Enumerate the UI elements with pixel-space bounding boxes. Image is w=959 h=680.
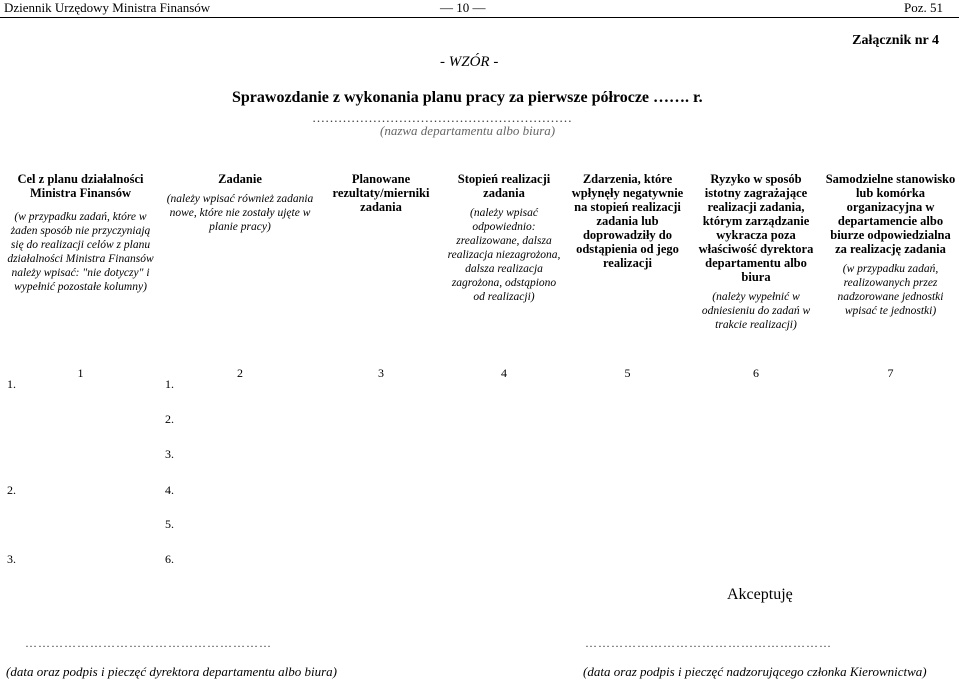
signature-line-left: ………………………………………………… (25, 636, 272, 650)
signature-line-right: ………………………………………………… (585, 636, 832, 650)
column-number: 1 (77, 366, 84, 380)
column-header: Planowane rezultaty/mierniki zadania (332, 172, 430, 214)
column-number: 2 (237, 366, 243, 380)
annex-label: Załącznik nr 4 (852, 33, 939, 48)
column-header: Stopień realizacji zadania (należy wpisać odpowiednio: zrealizowane, dalsza realizacja niezagrożona, dalsza realizacja zagrożona, odstąpiono od realizacji) (447, 172, 561, 303)
column-number: 7 (887, 366, 894, 380)
goal-number: 2. (7, 483, 16, 497)
department-note: (nazwa departamentu albo biura) (380, 123, 556, 138)
accept-label: Akceptuję (727, 586, 793, 603)
template-label: - WZÓR - (440, 54, 499, 70)
goal-number: 3. (7, 552, 16, 566)
column-header: Samodzielne stanowisko lub komórka organizacyjna w departamencie albo biurze odpowiedzialna za realizację zadania (w przypadku zadań, realizowanych przez nadzorowane jednostki wpisać te jednostki) (825, 172, 956, 317)
column-header: Ryzyko w sposób istotny zagrażające realizacji zadania, którym zarządzanie wykracza poza właściwość dyrektora departamentu albo biura (należy wypełnić w odniesieniu do zadań w trakcie realizacji) (698, 172, 814, 331)
task-number: 3. (165, 447, 174, 461)
publication-name: Dziennik Urzędowy Ministra Finansów (4, 0, 211, 15)
column-header: Zadanie (należy wpisać również zadania nowe, które nie zostały ujęte w planie pracy) (166, 172, 314, 233)
task-number: 2. (165, 412, 174, 426)
column-number: 5 (624, 366, 631, 380)
task-number: 1. (165, 377, 174, 391)
task-number: 6. (165, 552, 174, 566)
column-number: 3 (378, 366, 384, 380)
header-divider (0, 17, 959, 18)
column-number: 6 (753, 366, 759, 380)
column-number-row (0, 364, 959, 382)
table-header-row (0, 170, 959, 364)
task-number: 4. (165, 483, 174, 497)
department-dots: …………………………………………………… (312, 110, 572, 125)
signature-caption-right: (data oraz podpis i pieczęć nadzorującego członka Kierownictwa) (583, 664, 927, 679)
column-number: 4 (501, 366, 507, 380)
position-number: Poz. 51 (904, 0, 943, 15)
column-header: Cel z planu działalności Ministra Finansów (w przypadku zadań, które w żaden sposób nie przyczyniają się do realizacji celów z planu działalności Ministra Finansów należy wpisać: "nie dotyczy" i wypełnić pozostałe kolumny) (7, 172, 154, 293)
page-number: — 10 — (440, 0, 486, 15)
column-header: Zdarzenia, które wpłynęły negatywnie na stopień realizacji zadania lub doprowadziły do odstąpienia od jego realizacji (571, 172, 684, 270)
report-title: Sprawozdanie z wykonania planu pracy za pierwsze półrocze ……. r. (232, 89, 703, 106)
report-table (0, 170, 959, 382)
signature-caption-left: (data oraz podpis i pieczęć dyrektora departamentu albo biura) (6, 664, 337, 679)
goal-number: 1. (7, 377, 16, 391)
task-number: 5. (165, 517, 174, 531)
